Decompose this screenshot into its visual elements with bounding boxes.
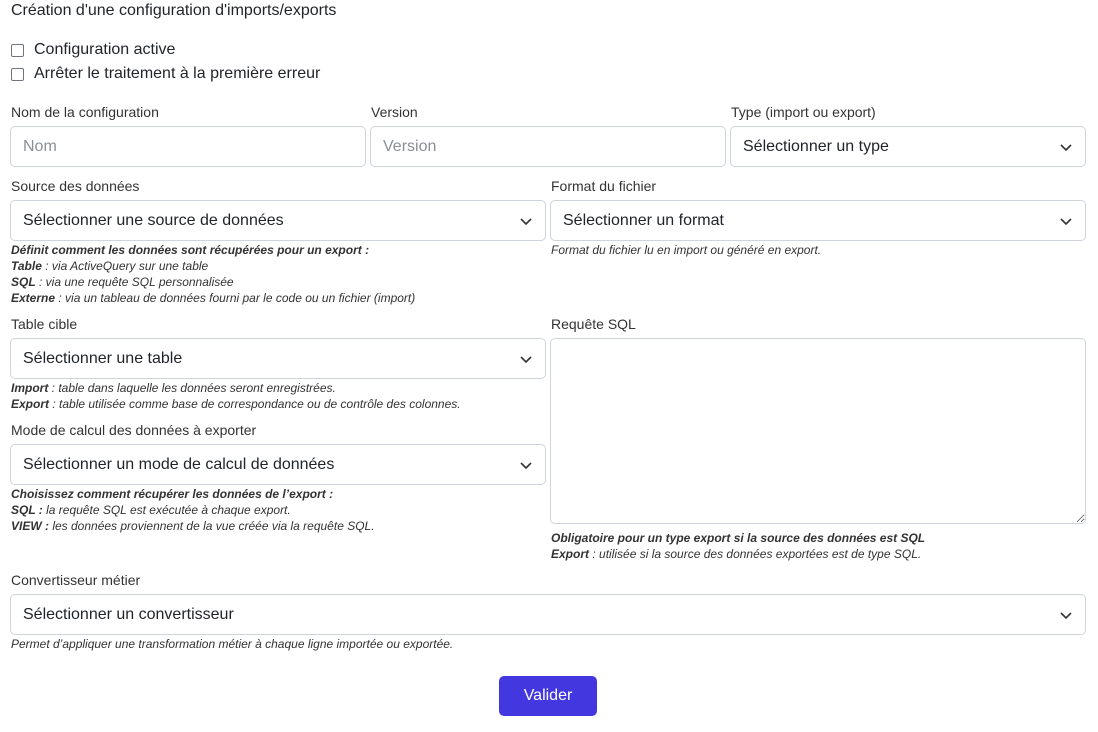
submit-button[interactable]: Valider [499,676,597,716]
table-help-import-text: : table dans laquelle les données seront enregistrées. [48,381,336,395]
source-help [11,242,541,306]
mode-select[interactable] [10,444,546,485]
active-checkbox-row[interactable] [11,41,175,59]
mode-help [11,486,541,534]
source-select-value: Sélectionner une source de données [23,211,284,229]
stop-on-error-checkbox-label: Arrêter le traitement à la première erreur [34,65,321,82]
converter-label: Convertisseur métier [11,572,141,588]
mode-help-title: Choisissez comment récupérer les données de l’export : [11,487,334,501]
converter-select[interactable] [10,594,1086,635]
version-input[interactable] [370,126,726,167]
source-help-title: Définit comment les données sont récupérées pour un export : [11,243,370,257]
source-help-sql-text: : via une requête SQL personnalisée [35,275,234,289]
sql-help [551,530,1086,562]
table-select-value: Sélectionner une table [23,349,183,367]
converter-help: Permet d’appliquer une transformation métier à chaque ligne importée ou exportée. [11,637,454,651]
sql-help-1e: est [876,531,901,545]
stop-on-error-checkbox-row[interactable] [11,65,320,83]
sql-help-1c: si la [730,531,761,545]
source-help-table-term: Table [11,259,42,273]
page-title: Création d'une configuration d'imports/exports [11,2,337,19]
mode-select-value: Sélectionner un mode de calcul de données [23,455,335,473]
mode-help-sql-term: SQL : [11,503,43,517]
sql-help-export-term: Export [551,547,590,561]
type-label: Type (import ou export) [731,104,876,120]
mode-label: Mode de calcul des données à exporter [11,422,257,438]
sql-help-1b: export [693,531,731,545]
name-input[interactable] [10,126,366,167]
chevron-down-icon [1059,140,1073,154]
name-placeholder: Nom [23,137,57,155]
type-select-value: Sélectionner un type [743,137,889,155]
chevron-down-icon [519,458,533,472]
table-help-export-text: : table utilisée comme base de correspondance ou de contrôle des colonnes. [49,397,461,411]
source-help-sql-term: SQL [11,275,36,289]
table-select[interactable] [10,338,546,379]
sql-help-export-text: : utilisée si la source des données exportées est de type SQL. [589,547,922,561]
chevron-down-icon [519,352,533,366]
source-select[interactable] [10,200,546,241]
table-help-export-term: Export [11,397,50,411]
format-select[interactable] [550,200,1086,241]
chevron-down-icon [1059,214,1073,228]
source-help-ext-term: Externe [11,291,56,305]
active-checkbox-label: Configuration active [34,41,176,58]
table-help [11,380,541,412]
mode-help-sql-text: la requête SQL est exécutée à chaque export. [42,503,291,517]
format-label: Format du fichier [551,178,657,194]
sql-textarea[interactable] [550,338,1086,524]
source-label: Source des données [11,178,140,194]
mode-help-view-text: les données proviennent de la vue créée via la requête SQL. [49,519,375,533]
sql-help-1f: SQL [900,531,926,545]
type-select[interactable] [730,126,1086,167]
version-label: Version [371,104,418,120]
version-placeholder: Version [383,137,437,155]
source-help-ext-text: : via un tableau de données fourni par le code ou un fichier (import) [55,291,416,305]
name-label: Nom de la configuration [11,104,159,120]
sql-label: Requête SQL [551,316,636,332]
converter-select-value: Sélectionner un convertisseur [23,605,234,623]
chevron-down-icon [1059,608,1073,622]
table-label: Table cible [11,316,78,332]
sql-help-1d: source des données [760,531,877,545]
format-select-value: Sélectionner un format [563,211,724,229]
chevron-down-icon [519,214,533,228]
sql-help-1a: Obligatoire pour un type [551,531,694,545]
stop-on-error-checkbox[interactable] [11,68,24,81]
source-help-table-text: : via ActiveQuery sur une table [41,259,209,273]
format-help: Format du fichier lu en import ou généré en export. [551,243,822,257]
active-checkbox[interactable] [11,44,24,57]
table-help-import-term: Import [11,381,49,395]
mode-help-view-term: VIEW : [11,519,49,533]
